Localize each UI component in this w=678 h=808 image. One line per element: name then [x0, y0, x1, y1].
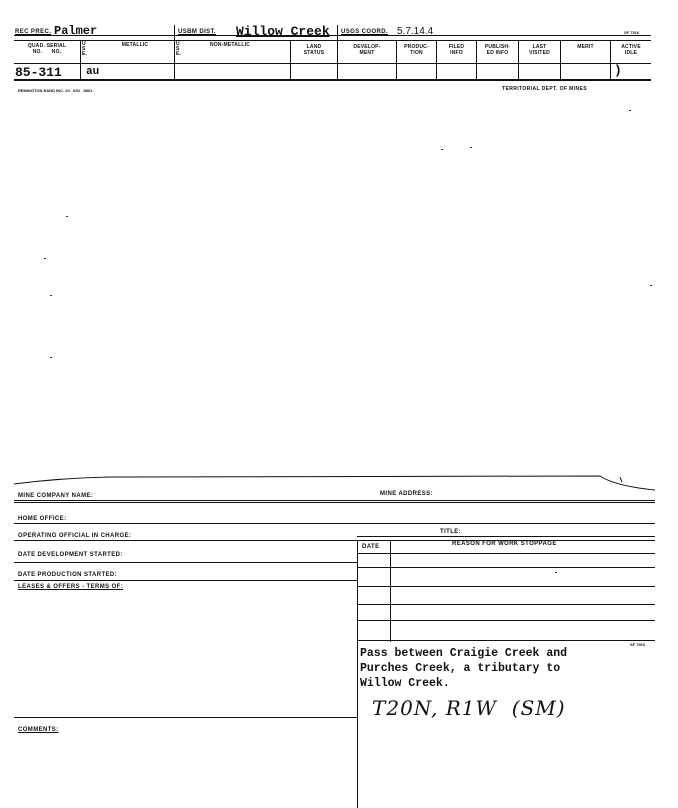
- col-land-status: LAND STATUS: [303, 44, 325, 56]
- mine-company-label: MINE COMPANY NAME:: [18, 493, 94, 499]
- home-office-label: HOME OFFICE:: [18, 516, 67, 522]
- title-label: TITLE:: [440, 529, 462, 535]
- col-production: PRODUC- TION: [404, 44, 429, 56]
- operating-official-label: OPERATING OFFICIAL IN CHARGE:: [18, 533, 132, 539]
- usgs-coord-value: 5.7.14.4: [397, 26, 434, 37]
- metallic-value: au: [86, 66, 100, 78]
- rule: [357, 553, 655, 554]
- rule: [357, 567, 655, 568]
- rule: [14, 79, 651, 81]
- usgs-dist-label: USBM DIST.: [178, 29, 217, 35]
- scan-speck: [44, 258, 46, 259]
- rule: [357, 604, 655, 605]
- divider: [174, 25, 175, 80]
- scan-speck: [66, 216, 68, 217]
- divider: [337, 25, 338, 40]
- reason-column-header: REASON FOR WORK STOPPAGE: [452, 541, 557, 547]
- rule: [14, 40, 651, 41]
- scan-speck: [50, 295, 52, 296]
- rec-prec-value: Palmer: [54, 24, 98, 38]
- scan-speck: [629, 110, 631, 111]
- rule: [357, 640, 655, 641]
- rule: [14, 580, 358, 581]
- rule: [14, 500, 655, 501]
- date-column-header: DATE: [362, 544, 380, 550]
- notes-line-2: Purches Creek, a tributary to: [360, 662, 561, 675]
- date-production-label: DATE PRODUCTION STARTED:: [18, 572, 118, 578]
- notes-line-1: Pass between Craigie Creek and: [360, 647, 568, 660]
- scan-speck: [650, 285, 652, 286]
- rule: [14, 502, 655, 503]
- rule: [14, 35, 651, 36]
- dept-line: TERRITORIAL DEPT. OF MINES: [502, 86, 587, 92]
- col-filed-info: FILED INFO: [448, 44, 465, 56]
- col-quad-serial: QUAD. SERIAL NO. NO.: [27, 43, 67, 55]
- rule: [14, 717, 358, 718]
- col-use-1: U S E.: [82, 41, 88, 57]
- divider: [390, 540, 391, 642]
- usgs-coord-label: USGS COORD.: [341, 29, 389, 35]
- col-non-metallic: NON-METALLIC: [209, 42, 251, 48]
- divider: [80, 40, 81, 80]
- top-card: [0, 0, 678, 100]
- scan-speck: [441, 149, 443, 150]
- col-metallic: METALLIC: [121, 42, 149, 48]
- col-active-idle: ACTIVE IDLE: [621, 44, 641, 56]
- date-development-label: DATE DEVELOPMENT STARTED:: [18, 552, 123, 558]
- usgs-dist-value: Willow Creek: [236, 24, 330, 39]
- scan-speck: [50, 357, 52, 358]
- lower-form: [0, 470, 678, 808]
- rule: [14, 540, 655, 541]
- rule: [14, 562, 358, 563]
- rec-prec-label: REC PREC.: [15, 29, 52, 35]
- handwritten-note: T20N, R1W (SM): [372, 696, 566, 720]
- notes-line-3: Willow Creek.: [360, 677, 450, 690]
- notes-block: [360, 646, 567, 691]
- mine-address-label: MINE ADDRESS:: [380, 491, 433, 497]
- col-published-info: PUBLISH- ED INFO: [484, 44, 511, 56]
- card-edge: [0, 470, 678, 500]
- rule: [14, 63, 651, 64]
- form-number-2: SF 7516: [630, 642, 646, 647]
- rule: [357, 586, 655, 587]
- rule: [357, 620, 655, 621]
- comments-label: COMMENTS:: [18, 727, 59, 733]
- col-use-2: U S E.: [176, 41, 182, 57]
- rule: [14, 523, 655, 524]
- scan-speck: [470, 147, 472, 148]
- rule: [357, 536, 655, 537]
- col-last-visited: LAST VISITED: [529, 44, 550, 56]
- col-merit: MERIT: [577, 44, 594, 50]
- leases-label: LEASES & OFFERS - TERMS OF:: [18, 584, 124, 590]
- quad-serial-value: 85-311: [15, 65, 62, 80]
- active-idle-mark: ): [614, 63, 622, 78]
- printer-line: REMINGTON RAND INC. 20 6S2 8801: [18, 88, 93, 93]
- form-number: SF 7516: [624, 30, 640, 35]
- col-development: DEVELOP- MENT: [353, 44, 381, 56]
